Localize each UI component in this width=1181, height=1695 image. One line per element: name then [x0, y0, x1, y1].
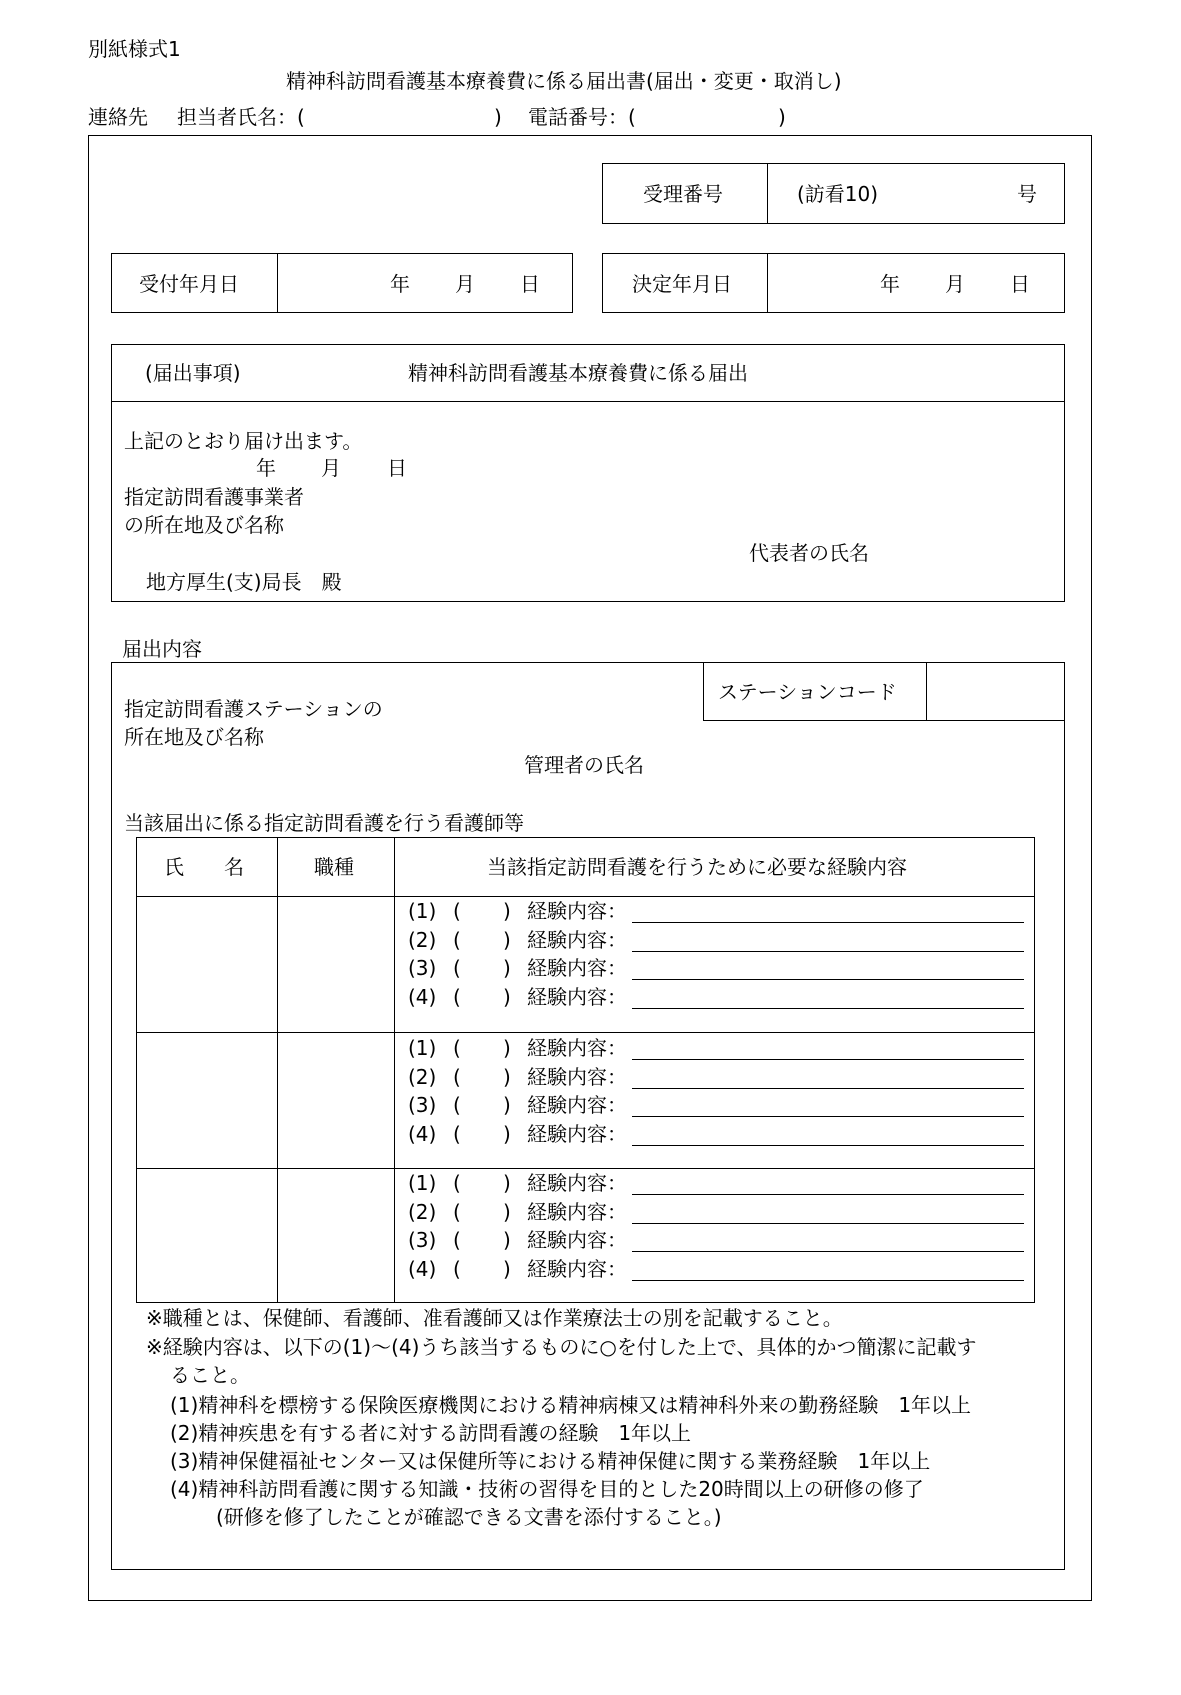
experience-input-line[interactable]	[632, 951, 1024, 952]
item-number: (1)	[408, 899, 437, 923]
close-paren: )	[503, 956, 511, 981]
item-number: (3)	[408, 956, 437, 981]
station-line1: 指定訪問看護ステーションの	[124, 697, 383, 721]
close-paren: )	[503, 1199, 511, 1224]
note-line: ること。	[170, 1363, 250, 1387]
contact-label: 連絡先	[88, 105, 148, 129]
experience-input-line[interactable]	[632, 1223, 1024, 1224]
experience-input-line[interactable]	[632, 1059, 1024, 1060]
note-line: (3)精神保健福祉センター又は保健所等における精神保健に関する業務経験 1年以上	[170, 1449, 931, 1473]
item-number: (2)	[408, 927, 437, 952]
open-paren: (	[453, 985, 461, 1010]
note-line: ※職種とは、保健師、看護師、准看護師又は作業療法士の別を記載すること。	[146, 1306, 843, 1330]
station-code-label: ステーションコード	[718, 680, 897, 704]
experience-input-line[interactable]	[632, 1251, 1024, 1252]
representative-label: 代表者の氏名	[749, 541, 869, 565]
station-line2: 所在地及び名称	[124, 725, 264, 749]
experience-input-line[interactable]	[632, 1280, 1024, 1281]
staff-caption: 当該届出に係る指定訪問看護を行う看護師等	[124, 811, 524, 835]
item-number: (4)	[408, 985, 437, 1010]
note-line: (4)精神科訪問看護に関する知識・技術の習得を目的とした20時間以上の研修の修了	[170, 1477, 924, 1501]
experience-label: 経験内容：	[527, 1036, 627, 1060]
open-paren: (	[453, 899, 461, 923]
experience-input-line[interactable]	[632, 1008, 1024, 1009]
divider	[767, 253, 768, 313]
close-paren: )	[503, 1093, 511, 1118]
close-paren: )	[503, 927, 511, 952]
open-paren: (	[453, 956, 461, 981]
notification-item-value: 精神科訪問看護基本療養費に係る届出	[408, 361, 748, 385]
notification-item-label: (届出事項)	[145, 361, 241, 385]
phone-close: )	[778, 105, 786, 129]
month-label: 月	[455, 272, 475, 296]
item-number: (4)	[408, 1257, 437, 1282]
experience-label: 経験内容：	[527, 1064, 627, 1089]
open-paren: (	[453, 1064, 461, 1089]
day-label: 日	[387, 456, 407, 480]
item-number: (2)	[408, 1199, 437, 1224]
col-job-header: 職種	[314, 855, 354, 879]
experience-input-line[interactable]	[632, 1194, 1024, 1195]
receipt-number-suffix: 号	[1017, 182, 1037, 206]
divider	[136, 1168, 1035, 1169]
experience-label: 経験内容：	[527, 1093, 627, 1118]
divider	[926, 662, 927, 721]
experience-label: 経験内容：	[527, 899, 627, 923]
experience-label: 経験内容：	[527, 927, 627, 952]
divider	[394, 837, 395, 1303]
col-experience-header: 当該指定訪問看護を行うために必要な経験内容	[487, 855, 907, 879]
month-label: 月	[945, 272, 965, 296]
col-name-header: 氏 名	[164, 855, 244, 879]
experience-label: 経験内容：	[527, 985, 627, 1010]
statement: 上記のとおり届け出ます。	[124, 429, 363, 453]
day-label: 日	[520, 272, 540, 296]
divider	[767, 163, 768, 224]
experience-label: 経験内容：	[527, 1199, 627, 1224]
close-paren: )	[503, 985, 511, 1010]
divider	[111, 401, 1065, 402]
operator-line1: 指定訪問看護事業者	[124, 485, 304, 509]
item-number: (1)	[408, 1171, 437, 1195]
addressee: 地方厚生(支)局長 殿	[146, 570, 342, 594]
year-label: 年	[880, 272, 900, 296]
experience-input-line[interactable]	[632, 1088, 1024, 1089]
divider	[136, 1032, 1035, 1033]
decision-date-label: 決定年月日	[632, 272, 732, 296]
close-paren: )	[503, 1064, 511, 1089]
note-line: (2)精神疾患を有する者に対する訪問看護の経験 1年以上	[170, 1421, 692, 1445]
note-line: ※経験内容は、以下の(1)～(4)うち該当するものに○を付した上で、具体的かつ簡潔に記載す	[146, 1335, 977, 1359]
close-paren: )	[503, 1036, 511, 1060]
close-paren: )	[503, 1228, 511, 1253]
form-title: 精神科訪問看護基本療養費に係る届出書(届出・変更・取消し)	[286, 69, 842, 93]
receipt-number-prefix: (訪看10)	[797, 182, 879, 206]
experience-label: 経験内容：	[527, 956, 627, 981]
receipt-number-label: 受理番号	[643, 182, 723, 206]
close-paren: )	[503, 1122, 511, 1147]
experience-input-line[interactable]	[632, 922, 1024, 923]
experience-input-line[interactable]	[632, 1145, 1024, 1146]
experience-input-line[interactable]	[632, 979, 1024, 980]
day-label: 日	[1010, 272, 1030, 296]
divider	[277, 837, 278, 1303]
note-line: (研修を修了したことが確認できる文書を添付すること。)	[216, 1505, 722, 1529]
operator-line2: の所在地及び名称	[124, 513, 284, 537]
phone-label: 電話番号：(	[528, 105, 636, 129]
close-paren: )	[503, 899, 511, 923]
month-label: 月	[321, 456, 341, 480]
open-paren: (	[453, 1199, 461, 1224]
item-number: (1)	[408, 1036, 437, 1060]
open-paren: (	[453, 1257, 461, 1282]
year-label: 年	[256, 456, 276, 480]
manager-label: 管理者の氏名	[524, 753, 644, 777]
person-close: )	[494, 105, 502, 129]
accept-date-label: 受付年月日	[139, 272, 239, 296]
item-number: (4)	[408, 1122, 437, 1147]
experience-label: 経験内容：	[527, 1257, 627, 1282]
year-label: 年	[390, 272, 410, 296]
content-section-label: 届出内容	[122, 637, 202, 661]
item-number: (3)	[408, 1228, 437, 1253]
person-label: 担当者氏名：(	[177, 105, 305, 129]
open-paren: (	[453, 1228, 461, 1253]
open-paren: (	[453, 1036, 461, 1060]
open-paren: (	[453, 1171, 461, 1195]
divider	[136, 896, 1035, 897]
item-number: (2)	[408, 1064, 437, 1089]
divider	[277, 253, 278, 313]
note-line: (1)精神科を標榜する保険医療機関における精神病棟又は精神科外来の勤務経験 1年以上	[170, 1393, 972, 1417]
open-paren: (	[453, 1093, 461, 1118]
open-paren: (	[453, 1122, 461, 1147]
experience-label: 経験内容：	[527, 1122, 627, 1147]
item-number: (3)	[408, 1093, 437, 1118]
close-paren: )	[503, 1171, 511, 1195]
open-paren: (	[453, 927, 461, 952]
experience-input-line[interactable]	[632, 1116, 1024, 1117]
form-number: 別紙様式1	[88, 37, 181, 61]
experience-label: 経験内容：	[527, 1228, 627, 1253]
experience-label: 経験内容：	[527, 1171, 627, 1195]
close-paren: )	[503, 1257, 511, 1282]
